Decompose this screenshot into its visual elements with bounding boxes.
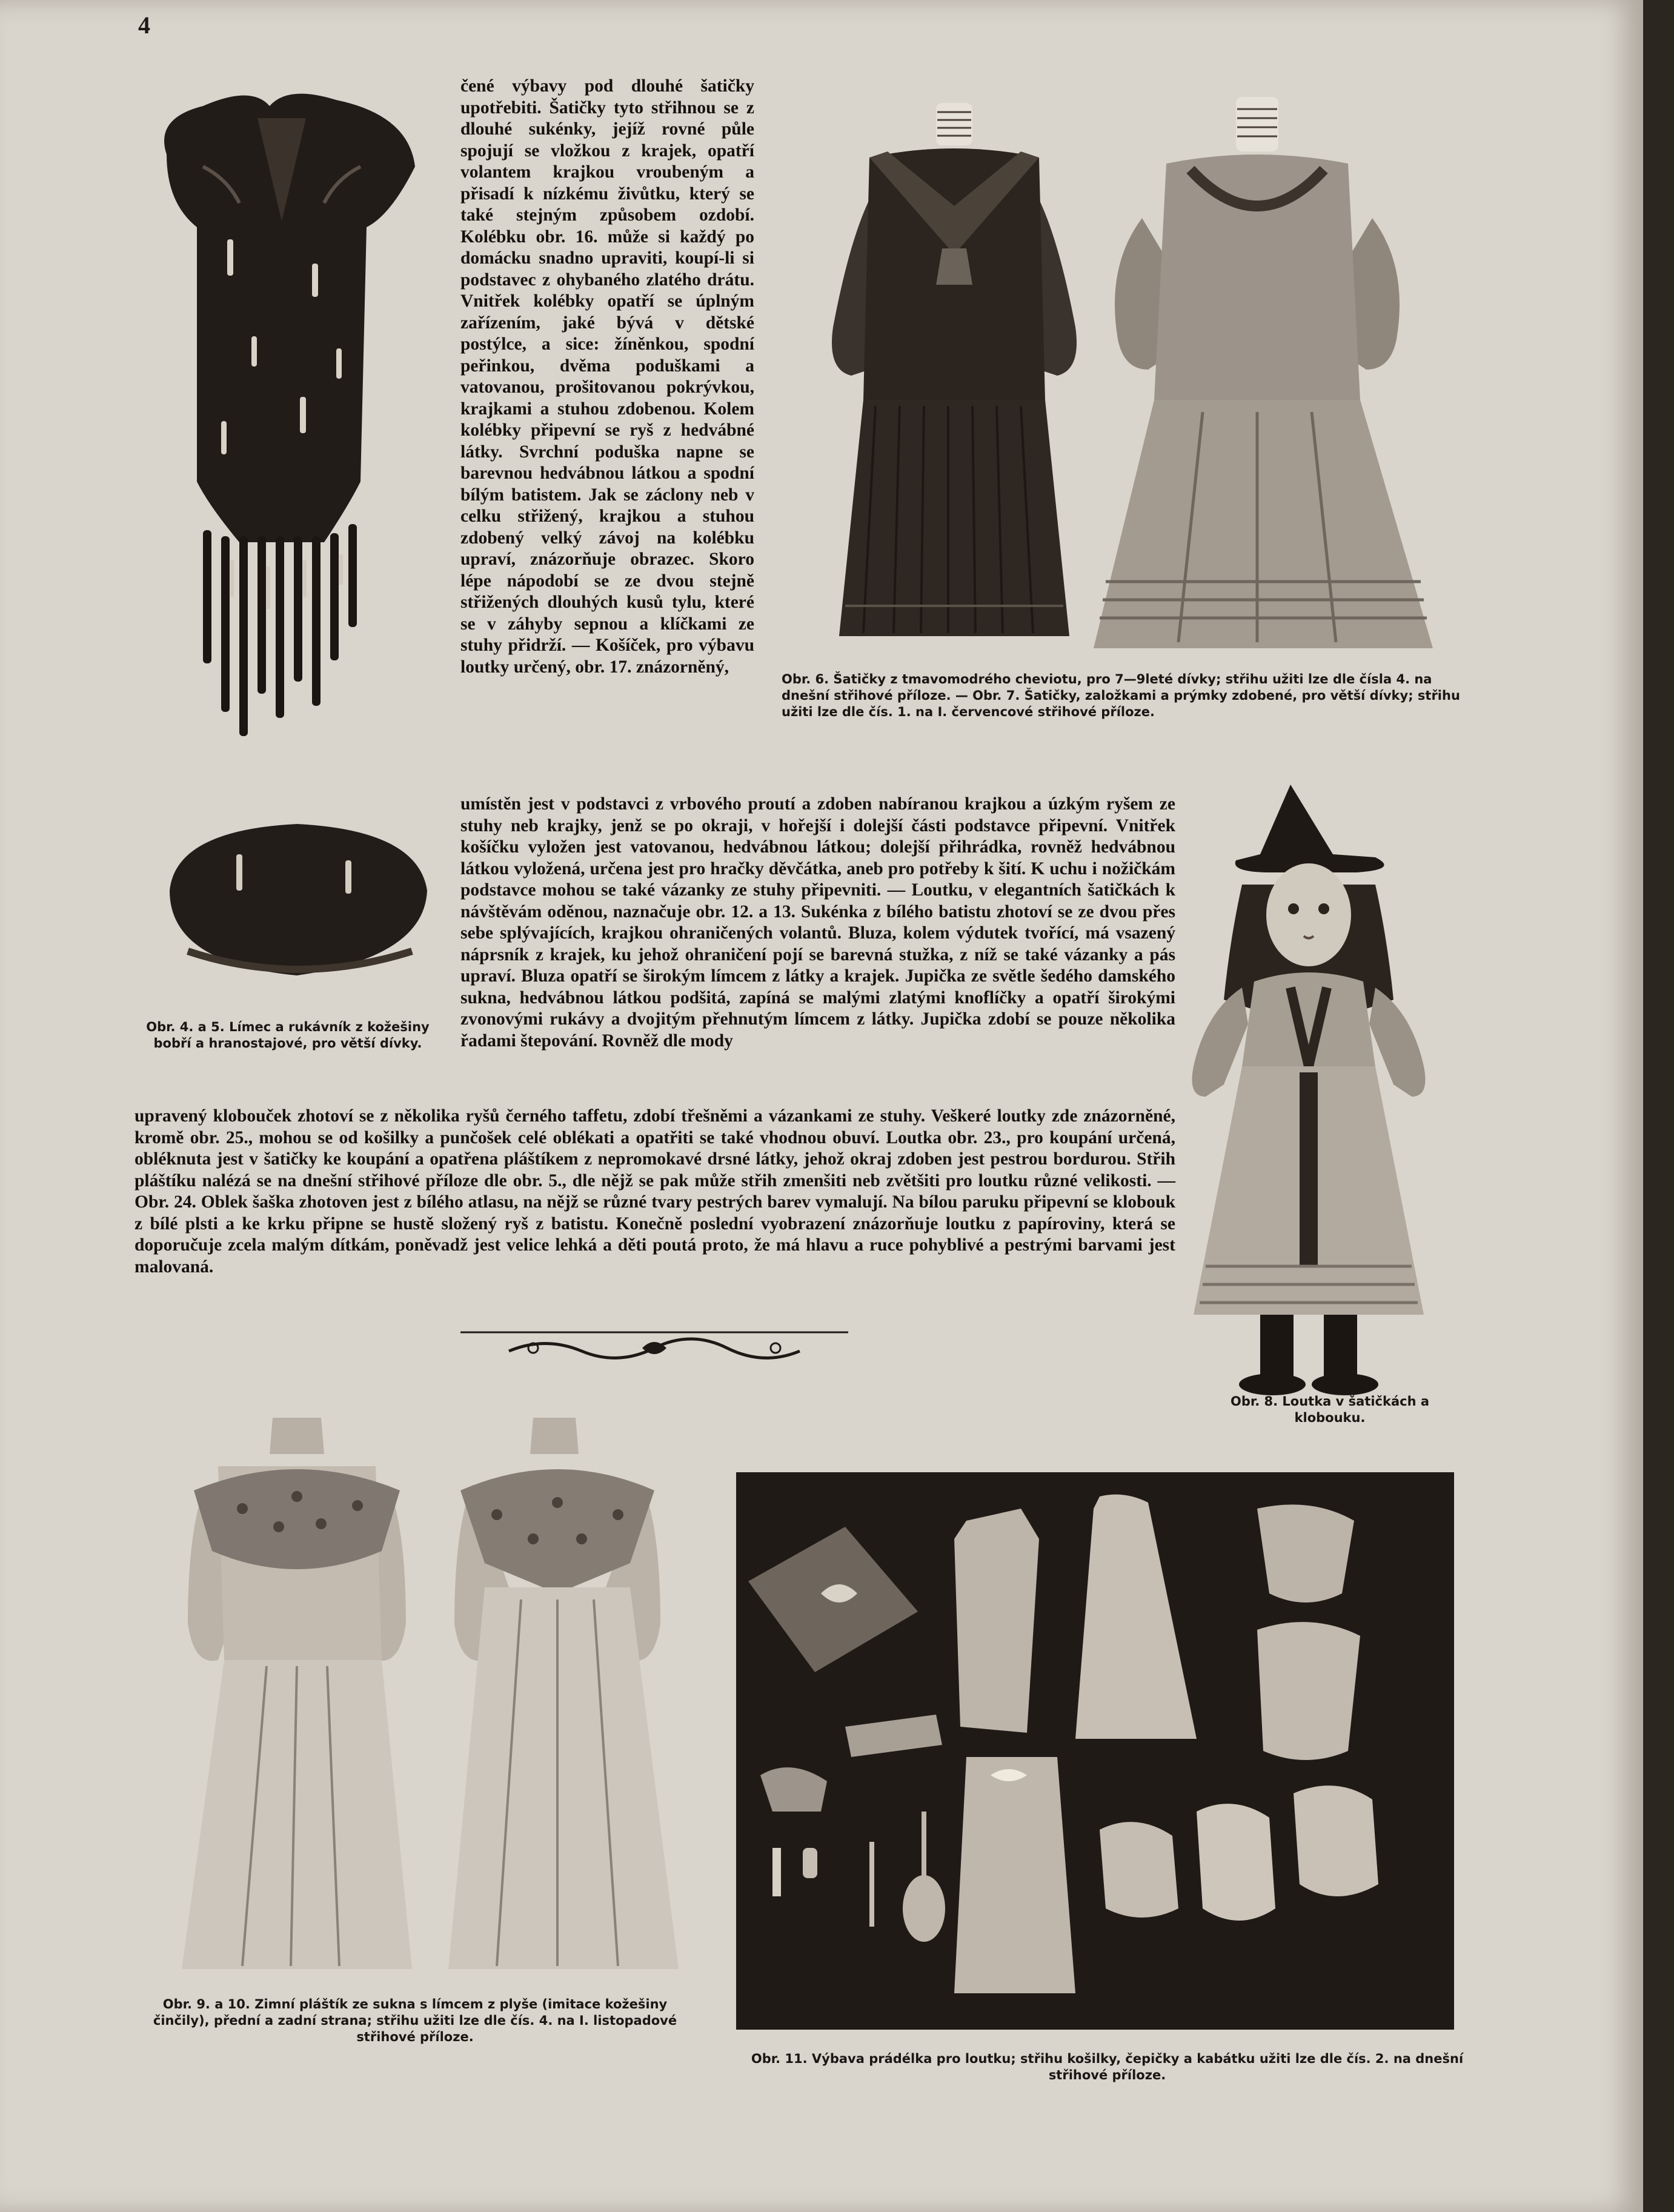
caption-fig-4-5: Obr. 4. a 5. Límec a rukávník z kožešiny bobří a hranostajové, pro větší dívky. <box>146 1020 430 1051</box>
wide-paragraph: upravený klobouček zhotoví se z několika ryšů černého taffetu, zdobí třešněmi a vázankami ze stuhy. Veškeré loutky zde znázorněné, kromě obr. 25., mohou se od košilky a punčošek celé oblékati a opatřiti se také vhodnou obuví. Loutka obr. 23., pro koupání určená, obléknuta jest v šatičky ke koupání a opatřena pláštíkem z nepromokavé drsné látky, jehož okraj zdoben jest pestrou bordurou. Střih pláštíku nalézá se na dnešní střihové příloze dle obr. 5., dle nějž se pak může střih zmenšiti neb zvětšiti pro loutku různé velikosti. — Obr. 24. Oblek šaška zhotoven jest z bílého atlasu, na nějž se různé tvary pestrých barev vymalují. Na bílou paruku připevní se klobouk z bílé plsti a ke krku připne se hustě složený ryš z batistu. Konečně poslední vyobrazení znázorňuje loutku z papíroviny, která se doporučuje zcela malým dítkám, poněvadž jest velice lehká a děti poutá proto, že má hlavu a ruce pohyblivé a pestrými barvami jest malovaná. <box>135 1106 1175 1277</box>
middle-paragraph: umístěn jest v podstavci z vrbového proutí a zdoben nabíranou krajkou a úzkým ryšem ze stuhy neb krajky, jenž se po okraji, v hořejší i dolejší části podstavce připevní. Vnitřek košíčku vyložen jest vatovanou, hedvábnou látkou; dolejší přihrádka, rovněž hedvábnou látkou vyložená, určena jest pro hračky děvčátka, aneb pro potřeby k šití. K uchu i nožičkám podstavce mohou se také vázanky ze stuhy připevniti. — Loutku, v elegantních šatičkách k návštěvám oděnou, naznačuje obr. 12. a 13. Sukénka z bílého batistu zhotoví se ze dvou přes sebe splývajících, krajkou ohraničených volantů. Bluza, kolem výdutek tvořící, má vsazený náprsník z krajek, ku jehož ohraničení pojí se barevná stužka, z níž se také vázanky a pás upraví. Bluza opatří se širokým límcem z látky a krajek. Jupička ze světle šedého damského sukna, hedvábnou látkou podšitá, zapíná se malými zlatými knoflíčky a opatří širokými zvonovými rukávy a dvojitým přehnutým límcem z látky. Jupička zdobí se pouze několika řadami štepování. Rovněž dle mody <box>460 794 1175 1051</box>
caption-fig-9-10: Obr. 9. a 10. Zimní pláštík ze sukna s límcem z plyše (imitace kožešiny činčily), přední a zadní strana; střihu užiti lze dle čís. 4. na I. listopadové střihové příloze. <box>153 1997 677 2044</box>
doll-illustration <box>1169 782 1448 1400</box>
column-paragraph: čené výbavy pod dlouhé šatičky upotřebiti. Šatičky tyto střihnou se z dlouhé sukénky, jejíž rovné půle spojují se vložkou z krajek, opatří volantem krajkou vroubeným a přisadí k nízkému živůtku, který se také stejným způsobem ozdobí. Kolébku obr. 16. může si každý po domácku snadno upraviti, koupí-li si podstavec z ohybaného zlatého drátu. Vnitřek kolébky opatří se úplným zařízením, jaké bývá v dětské postýlce, a sice: žíněnkou, spodní peřinkou, dvěma poduškami a vatovanou, prošitovanou pokrývkou, krajkami a stuhou zdobenou. Kolem kolébky připevní se ryš z hedvábné látky. Svrchní poduška napne se barevnou hedvábnou látkou a spodní bílým batistem. Jak se záclony neb v celku střižený, krajkou a stuhou zdobený velký závoj na kolébku upraví, znázorňuje obrazec. Skoro lépe nápodobí se ze dvou stejně střižených dlouhých kusů tylu, které se v záhyby sepnou a klíčkami ze stuhy přidrží. — Košíček, pro výbavu loutky určený, obr. 17. znázorněný, <box>460 76 754 677</box>
ornamental-divider <box>460 1324 848 1366</box>
figure-doll <box>1169 782 1448 1400</box>
dresses-illustration <box>779 85 1463 691</box>
doll-layette-illustration <box>736 1472 1454 2030</box>
fur-stole-illustration <box>130 82 433 760</box>
figure-winter-coats <box>170 1406 703 1987</box>
caption-fig-11: Obr. 11. Výbava prádélka pro loutku; střihu košilky, čepičky a kabátku užiti lze dle čís. 2. na dnešní střihové příloze. <box>751 2051 1464 2082</box>
figure-doll-layette <box>736 1472 1454 2030</box>
figure-fur-stole <box>130 82 433 760</box>
caption-fig-8: Obr. 8. Loutka v šatičkách a klobouku. <box>1230 1394 1430 1425</box>
figure-fur-muff <box>151 806 442 988</box>
figure-dresses <box>779 85 1463 691</box>
fur-muff-illustration <box>151 806 442 988</box>
winter-coats-illustration <box>170 1406 703 1987</box>
caption-fig-6-7: Obr. 6. Šatičky z tmavomodrého cheviotu, pro 7—9leté dívky; střihu užiti lze dle čísla 4. na dnešní střihové příloze. — Obr. 7. Šatičky, založkami a prýmky zdobené, pro větší dívky; střihu užiti lze dle čís. 1. na I. červencové střihové příloze. <box>782 672 1460 719</box>
page-number: 4 <box>138 12 150 39</box>
